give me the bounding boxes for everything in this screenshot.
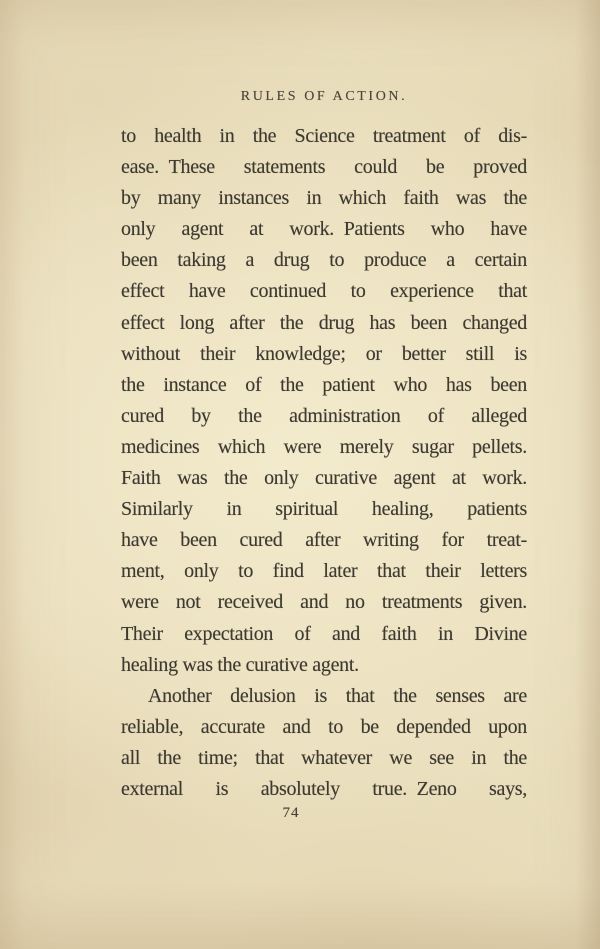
text-line: been taking a drug to produce a certain — [121, 249, 527, 272]
text-line: Similarly in spiritual healing, patients — [121, 498, 527, 521]
text-line: effect long after the drug has been changed — [121, 311, 527, 334]
text-line: ment, only to find later that their letters — [121, 560, 527, 583]
text-line: reliable, accurate and to be depended upon — [121, 715, 527, 738]
text-line: only agent at work. Patients who have — [121, 218, 527, 241]
text-line: external is absolutely true. Zeno says, — [121, 777, 527, 800]
running-header: RULES OF ACTION. — [240, 89, 408, 104]
text-line: ease. These statements could be proved — [121, 156, 527, 179]
text-line: medicines which were merely sugar pellets. — [121, 435, 527, 458]
text-line: cured by the administration of alleged — [121, 404, 527, 427]
text-line: healing was the curative agent. — [121, 653, 359, 676]
text-line: effect have continued to experience that — [121, 280, 527, 303]
body-text — [121, 121, 527, 805]
text-line: the instance of the patient who has been — [121, 373, 527, 396]
text-line: were not received and no treatments given. — [121, 591, 527, 614]
text-line: Faith was the only curative agent at work. — [121, 467, 527, 490]
text-line: to health in the Science treatment of dis- — [121, 125, 527, 147]
text-line: Their expectation of and faith in Divine — [121, 622, 527, 645]
page-number: 74 — [282, 805, 300, 821]
text-line: without their knowledge; or better still is — [121, 342, 527, 365]
text-line: all the time; that whatever we see in the — [121, 746, 527, 769]
text-line: by many instances in which faith was the — [121, 187, 527, 210]
text-line: Another delusion is that the senses are — [148, 684, 527, 707]
text-line: have been cured after writing for treat- — [121, 529, 527, 552]
